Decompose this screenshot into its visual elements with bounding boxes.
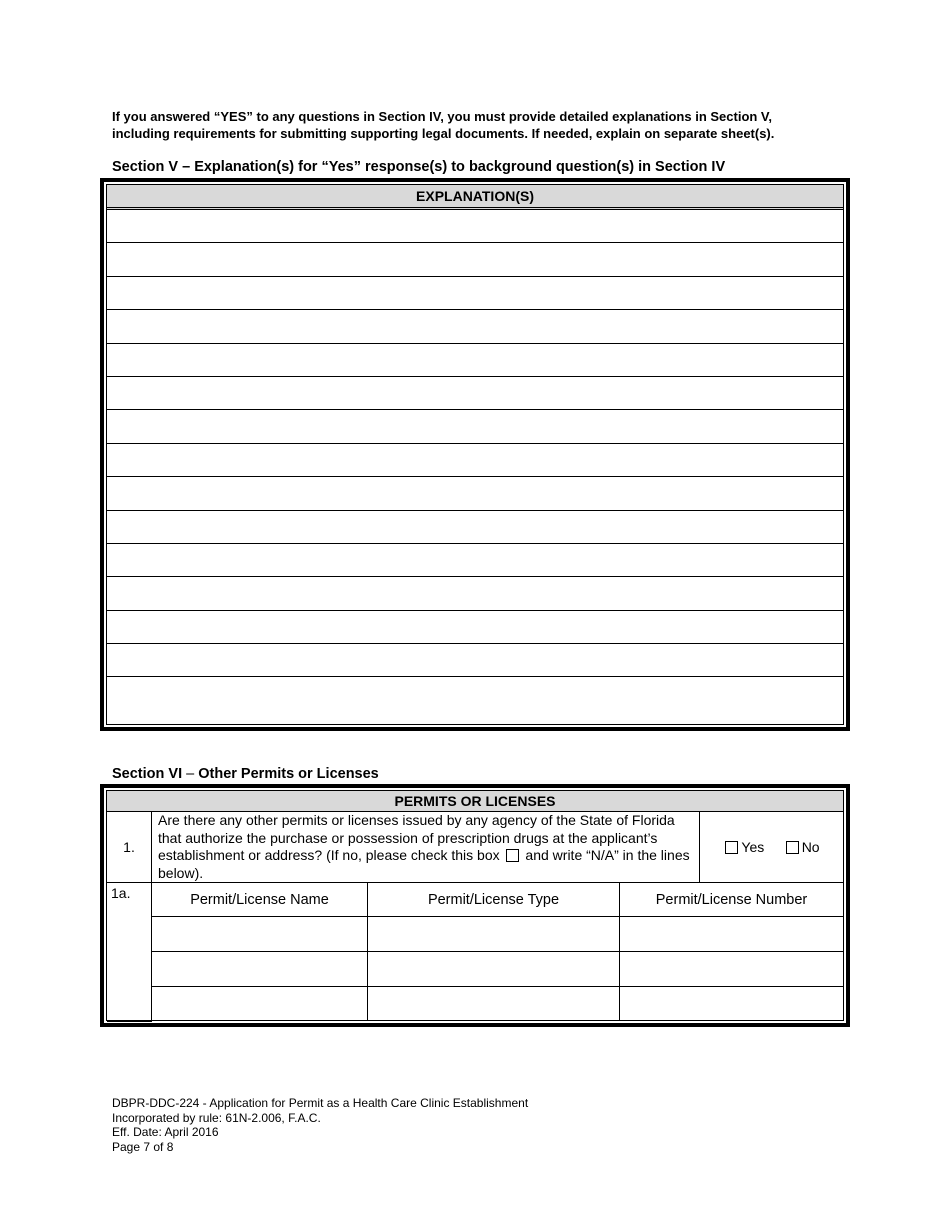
explanation-line[interactable] bbox=[107, 277, 843, 310]
explanation-line[interactable] bbox=[107, 511, 843, 544]
explanations-table bbox=[100, 178, 850, 731]
permit-number-cell[interactable] bbox=[620, 952, 844, 987]
permit-type-cell[interactable] bbox=[368, 987, 620, 1022]
permit-type-cell[interactable] bbox=[368, 917, 620, 952]
permit-name-cell[interactable] bbox=[152, 987, 368, 1022]
footer-form-name: DBPR-DDC-224 - Application for Permit as a Health Care Clinic Establishment bbox=[112, 1096, 529, 1110]
column-permit-name: Permit/License Name bbox=[152, 883, 368, 917]
yes-label: Yes bbox=[741, 839, 765, 855]
section-vi-title bbox=[112, 766, 379, 782]
question-1-number: 1. bbox=[107, 812, 152, 883]
explanation-line[interactable] bbox=[107, 344, 843, 377]
permits-grid bbox=[107, 812, 843, 1022]
question-1-text bbox=[152, 812, 700, 883]
permit-number-cell[interactable] bbox=[620, 917, 844, 952]
explanation-rows bbox=[107, 210, 843, 711]
section-v-title: Section V – Explanation(s) for “Yes” response(s) to background question(s) in Section IV bbox=[112, 159, 726, 175]
no-checkbox[interactable] bbox=[786, 841, 799, 854]
yes-checkbox[interactable] bbox=[725, 841, 738, 854]
permit-row bbox=[107, 987, 843, 1022]
permits-table bbox=[100, 784, 850, 1027]
question-1a-header-row bbox=[107, 883, 843, 917]
question-1a-number: 1a. bbox=[107, 883, 152, 1022]
explanation-line[interactable] bbox=[107, 677, 843, 710]
explanation-line[interactable] bbox=[107, 644, 843, 677]
section-iv-instructions bbox=[112, 109, 852, 142]
instructions-line-2: including requirements for submitting supporting legal documents. If needed, explain on separate sheet(s). bbox=[112, 125, 775, 141]
permit-name-cell[interactable] bbox=[152, 917, 368, 952]
explanation-line[interactable] bbox=[107, 444, 843, 477]
permit-name-cell[interactable] bbox=[152, 952, 368, 987]
explanation-line[interactable] bbox=[107, 410, 843, 443]
permit-type-cell[interactable] bbox=[368, 952, 620, 987]
no-label: No bbox=[801, 839, 820, 855]
explanation-line[interactable] bbox=[107, 577, 843, 610]
explanation-line[interactable] bbox=[107, 611, 843, 644]
explanation-line[interactable] bbox=[107, 310, 843, 343]
explanation-line[interactable] bbox=[107, 377, 843, 410]
question-1-text-main: Are there any other permits or licenses issued by any agency of the State of Florida that authorize the purchase or possession of prescription drugs at the applicant’s establishment or address? (If no, please check this box bbox=[158, 812, 675, 863]
na-checkbox[interactable] bbox=[506, 849, 519, 862]
instructions-line-1: If you answered “YES” to any questions in Section IV, you must provide detailed explanations in Section V, bbox=[112, 109, 773, 124]
explanation-line[interactable] bbox=[107, 544, 843, 577]
permits-header: PERMITS OR LICENSES bbox=[107, 791, 843, 812]
explanation-line[interactable] bbox=[107, 243, 843, 276]
question-1-answer bbox=[700, 812, 844, 883]
footer-eff-date: Eff. Date: April 2016 bbox=[112, 1125, 219, 1139]
section-vi-subtitle: Other Permits or Licenses bbox=[198, 766, 379, 782]
section-vi-dash: – bbox=[182, 766, 199, 782]
question-1-row bbox=[107, 812, 843, 883]
explanation-line[interactable] bbox=[107, 210, 843, 243]
question-1-text-tail: and write “N/A” in the lines below). bbox=[158, 847, 690, 881]
form-footer bbox=[112, 1096, 528, 1154]
column-permit-type: Permit/License Type bbox=[368, 883, 620, 917]
explanation-line[interactable] bbox=[107, 477, 843, 510]
column-permit-number: Permit/License Number bbox=[620, 883, 844, 917]
footer-page-number: Page 7 of 8 bbox=[112, 1139, 174, 1154]
permit-number-cell[interactable] bbox=[620, 987, 844, 1022]
explanations-header: EXPLANATION(S) bbox=[107, 185, 843, 210]
footer-rule: Incorporated by rule: 61N-2.006, F.A.C. bbox=[112, 1110, 321, 1125]
permit-row bbox=[107, 917, 843, 952]
permit-row bbox=[107, 952, 843, 987]
section-vi-label: Section VI bbox=[112, 766, 183, 782]
